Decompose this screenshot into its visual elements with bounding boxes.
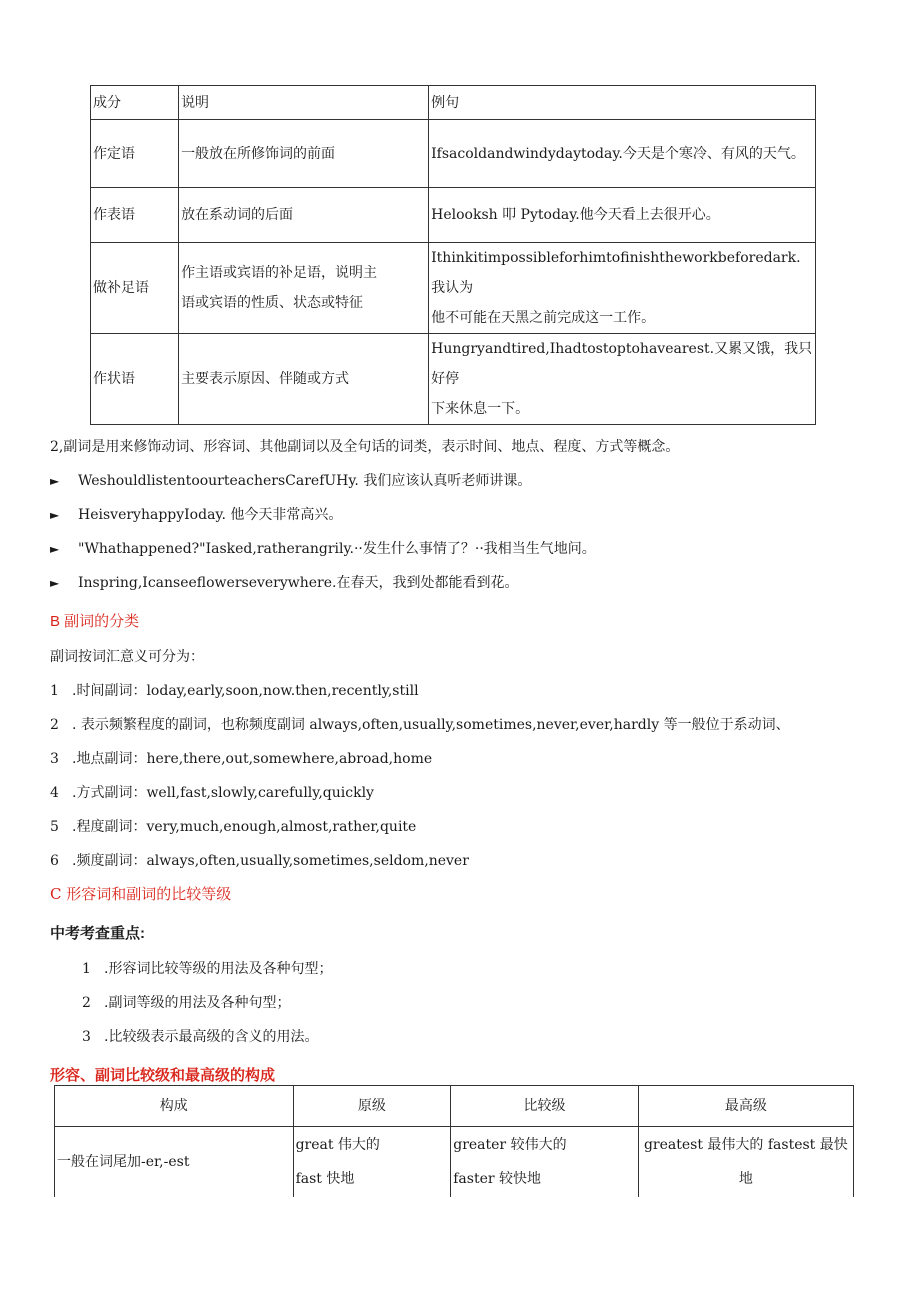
table-row [91, 243, 816, 334]
list-text: .形容词比较等级的用法及各种句型； [104, 961, 333, 977]
example-bullet [50, 538, 596, 558]
example-line: 下来休息一下。 [431, 401, 530, 417]
example-line: Ithinkitimpossibleforhimtofinishtheworkbeforedark.我认为 [431, 250, 801, 296]
header-cell: 比较级 [451, 1086, 639, 1127]
desc-cell: 放在系动词的后面 [179, 188, 429, 243]
role-cell: 作表语 [91, 188, 179, 243]
usage-table [90, 85, 816, 425]
header-cell: 最高级 [638, 1086, 853, 1127]
example-line: 他不可能在天黑之前完成这一工作。 [431, 310, 656, 326]
example-cell [429, 243, 816, 334]
table-row [91, 334, 816, 425]
desc-cell: 主要表示原因、伴随或方式 [179, 334, 429, 425]
list-number: 2 [50, 717, 59, 733]
list-text: .方式副词：well,fast,slowly,carefully,quickly [72, 785, 374, 801]
list-item [50, 782, 374, 802]
header-cell: 原级 [293, 1086, 451, 1127]
bullet-text: Inspring,Icanseeflowerseverywhere.在春天，我到处都能看到花。 [78, 575, 519, 591]
desc-line: 作主语或宾语的补足语，说明主 [181, 265, 378, 281]
bullet-icon: ► [50, 474, 60, 488]
table-row [55, 1127, 854, 1197]
table-header-row [91, 86, 816, 120]
list-item [50, 680, 419, 700]
bullet-icon: ► [50, 576, 60, 590]
list-item [50, 714, 790, 734]
list-number: 3 [82, 1029, 91, 1045]
list-item [50, 850, 469, 870]
example-cell: Helooksh 叩 Pytoday.他今天看上去很开心。 [429, 188, 816, 243]
bullet-icon: ► [50, 542, 60, 556]
bullet-text: WeshouldlistentoourteachersCarefUHy. 我们应该认真听老师讲课。 [78, 473, 532, 489]
superlative-cell: greatest 最伟大的 fastest 最快地 [638, 1127, 853, 1197]
base-line: fast 快地 [295, 1170, 355, 1187]
comparative-cell [451, 1127, 639, 1197]
list-text: .比较级表示最高级的含义的用法。 [104, 1029, 319, 1045]
table-row [91, 188, 816, 243]
list-text: .程度副词：very,much,enough,almost,rather,quite [72, 819, 417, 835]
header-cell: 例句 [429, 86, 816, 120]
role-cell: 作状语 [91, 334, 179, 425]
list-item [50, 816, 416, 836]
list-number: 6 [50, 853, 59, 869]
list-number: 1 [50, 683, 59, 699]
example-cell: Ifsacoldandwindydaytoday.今天是个寒冷、有风的天气。 [429, 120, 816, 188]
list-text: . 表示频繁程度的副词，也称频度副词 always,often,usually,sometimes,never,ever,hardly 等一般位于系动词、 [72, 717, 790, 733]
header-cell: 构成 [55, 1086, 294, 1127]
example-bullet [50, 470, 531, 490]
comparative-line: faster 较快地 [453, 1170, 542, 1187]
comparative-line: greater 较伟大的 [453, 1136, 567, 1153]
section-b-heading: B 副词的分类 [50, 613, 140, 630]
list-item [50, 748, 432, 768]
bullet-text: HeisveryhappyIoday. 他今天非常高兴。 [78, 507, 343, 523]
list-text: .地点副词：here,there,out,somewhere,abroad,home [72, 751, 433, 767]
bullet-icon: ► [50, 508, 60, 522]
section-b-intro: 副词按词汇意义可分为： [50, 649, 204, 665]
bullet-text: "Whathappened?"Iasked,ratherangrily.··发生什么事情了？··我相当生气地问。 [78, 541, 596, 557]
rule-cell: 一般在词尾加-er,-est [55, 1127, 294, 1197]
example-bullet [50, 504, 342, 524]
focus-item [82, 1026, 318, 1046]
focus-item [82, 992, 290, 1012]
table-row [91, 120, 816, 188]
example-bullet [50, 572, 519, 592]
table-header-row [55, 1086, 854, 1127]
desc-cell [179, 243, 429, 334]
list-number: 2 [82, 995, 91, 1011]
focus-item [82, 958, 332, 978]
base-line: great 伟大的 [295, 1136, 380, 1153]
example-line: Hungryandtired,Ihadtostoptohavearest.又累又饿，我只好停 [431, 341, 813, 387]
header-cell: 成分 [91, 86, 179, 120]
desc-line: 语或宾语的性质、状态或特征 [181, 295, 364, 311]
list-number: 1 [82, 961, 91, 977]
list-number: 3 [50, 751, 59, 767]
example-cell [429, 334, 816, 425]
section-c-heading: C 形容词和副词的比较等级 [50, 885, 232, 903]
role-cell: 作定语 [91, 120, 179, 188]
list-text: .频度副词：always,often,usually,sometimes,seldom,never [72, 853, 469, 869]
list-text: .副词等级的用法及各种句型； [104, 995, 291, 1011]
desc-cell: 一般放在所修饰词的前面 [179, 120, 429, 188]
role-cell: 做补足语 [91, 243, 179, 334]
list-number: 5 [50, 819, 59, 835]
base-cell [293, 1127, 451, 1197]
adverb-definition: 2,副词是用来修饰动词、形容词、其他副词以及全句话的词类，表示时间、地点、程度、方式等概念。 [50, 439, 680, 455]
comparison-table [54, 1085, 854, 1197]
list-text: .时间副词：loday,early,soon,now.then,recently,still [72, 683, 419, 699]
table2-heading: 形容、副词比较级和最高级的构成 [50, 1067, 276, 1084]
header-cell: 说明 [179, 86, 429, 120]
focus-heading: 中考考查重点: [50, 925, 145, 942]
list-number: 4 [50, 785, 59, 801]
